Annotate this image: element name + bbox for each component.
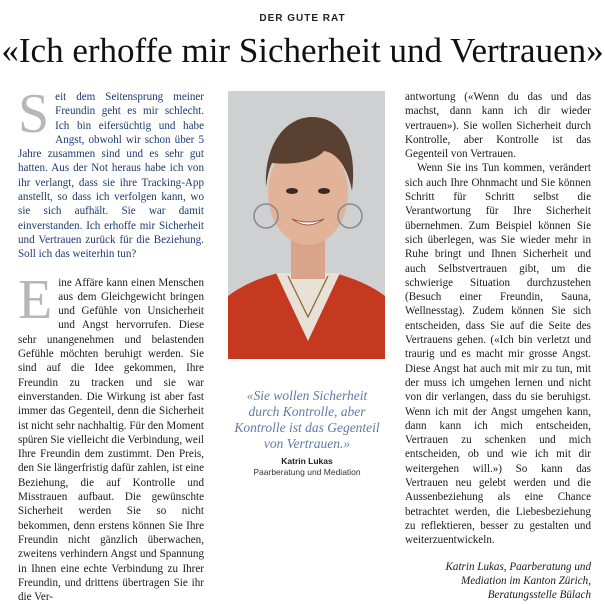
signature-line-2: Mediation im Kanton Zürich, bbox=[460, 574, 591, 587]
column-left bbox=[18, 83, 204, 604]
portrait-photo bbox=[228, 91, 385, 359]
answer-paragraph-1 bbox=[18, 268, 204, 604]
answer-paragraph-3: Wenn Sie ins Tun kommen, verändert sich auch Ihre Ohnmacht und Sie können Schritt für Schritt selbst die Verantwortung für Ihre Sicherheit übernehmen. Zum Beispiel können Sie sich überlegen, was Sie wieder mehr in Ruhe bringt und Ihnen Sicherheit und auch Selbstvertrauen gibt, um die schwierige Situation durchzustehen (Besuch einer Freundin, Sauna, Wellnesstag). Zudem können Sie sich entscheiden, dass Sie auf die Seite des Vertrauens gehen. («Ich bin verletzt und traurig und es macht mir grosse Angst. Diese Angst hat auch mit mir zu tun, mit der muss ich umgehen lernen und nicht von dir verlangen, dass du sie beruhigst. Wenn ich mit der Angst umgehen kann, dann kann ich mich entscheiden, Vertrauen zu schenken und mich entscheiden, ob und wie ich mit dir weitergehen will.») So kann das Vertrauen neu gelebt werden und die Aussenbeziehung als eine Chance betrachtet werden, die Liebesbeziehung zu reflektieren, besser zu gestalten und weiterzuentwickeln. bbox=[405, 162, 591, 547]
pull-quote: «Sie wollen Sicherheit durch Kontrolle, aber Kontrolle ist das Gegenteil von Vertrauen.» bbox=[234, 388, 380, 451]
question-dropcap: S bbox=[18, 83, 50, 145]
pull-quote-name: Katrin Lukas bbox=[281, 456, 333, 466]
column-right bbox=[405, 90, 591, 602]
headline: «Ich erhoffe mir Sicherheit und Vertrauen» bbox=[1, 31, 604, 70]
question-paragraph bbox=[18, 83, 204, 262]
signature-line-1: Katrin Lukas, Paarberatung und bbox=[445, 560, 591, 573]
kicker: DER GUTE RAT bbox=[259, 13, 346, 24]
question-text: eit dem Seitensprung meiner Freundin geht es mir schlecht. Ich bin eifersüchtig und habe Angst, obwohl wir schon über 5 Jahre zusammen sind und es sehr gut hatten. Aus der Not heraus habe ich von ihr verlangt, dass sie ihre Tracking-App anstellt, so dass ich verfolgen kann, wo sie sich aufhält. Sie war damit einverstanden. Ich erhoffe mir Sicherheit und Vertrauen zurück für die Beziehung. Soll ich das weiterhin tun? bbox=[18, 91, 204, 261]
portrait-illustration bbox=[228, 91, 385, 359]
answer-paragraph-2: antwortung («Wenn du das und das machst, dann kann ich dir wieder vertrauen»). Sie wollen Sicherheit durch Kontrolle, aber Kontrolle ist das Gegenteil von Vertrauen. bbox=[405, 91, 591, 161]
signature-line-3: Beratungsstelle Bülach bbox=[487, 589, 591, 602]
pull-quote-role: Paarberatung und Mediation bbox=[253, 467, 361, 477]
signature bbox=[405, 560, 591, 603]
answer-dropcap: E bbox=[18, 268, 53, 331]
answer-text-1: ine Affäre kann einen Menschen aus dem Gleichgewicht bringen und Gefühle von Unsicherheit und Angst hervorrufen. Diese sehr unangenehmen und belastenden Gefühle möchten beruhigt werden. Sie sind auf die Idee gekommen, Ihre Freundin zu tracken und sie war einverstanden. Die Wirkung ist aber fast immer das Gegenteil, denn die Sicherheit ist nicht sehr nachhaltig. Für den Moment spüren Sie vielleicht die Verbindung, weil Ihre Freundin dem zustimmt. Den Preis, den Sie längerfristig dafür zahlen, ist eine Beziehung, die auf Kontrolle und Misstrauen aufbaut. Die gewünschte Sicherheit werden Sie so nicht bekommen, denn erstens können Sie Ihre Freundin nicht gänzlich überwachen, zweitens verhindern Angst und Spannung in Ihnen eine echte Verbindung zu Ihrer Freundin, und drittens übertragen Sie ihr die Ver- bbox=[18, 276, 204, 604]
